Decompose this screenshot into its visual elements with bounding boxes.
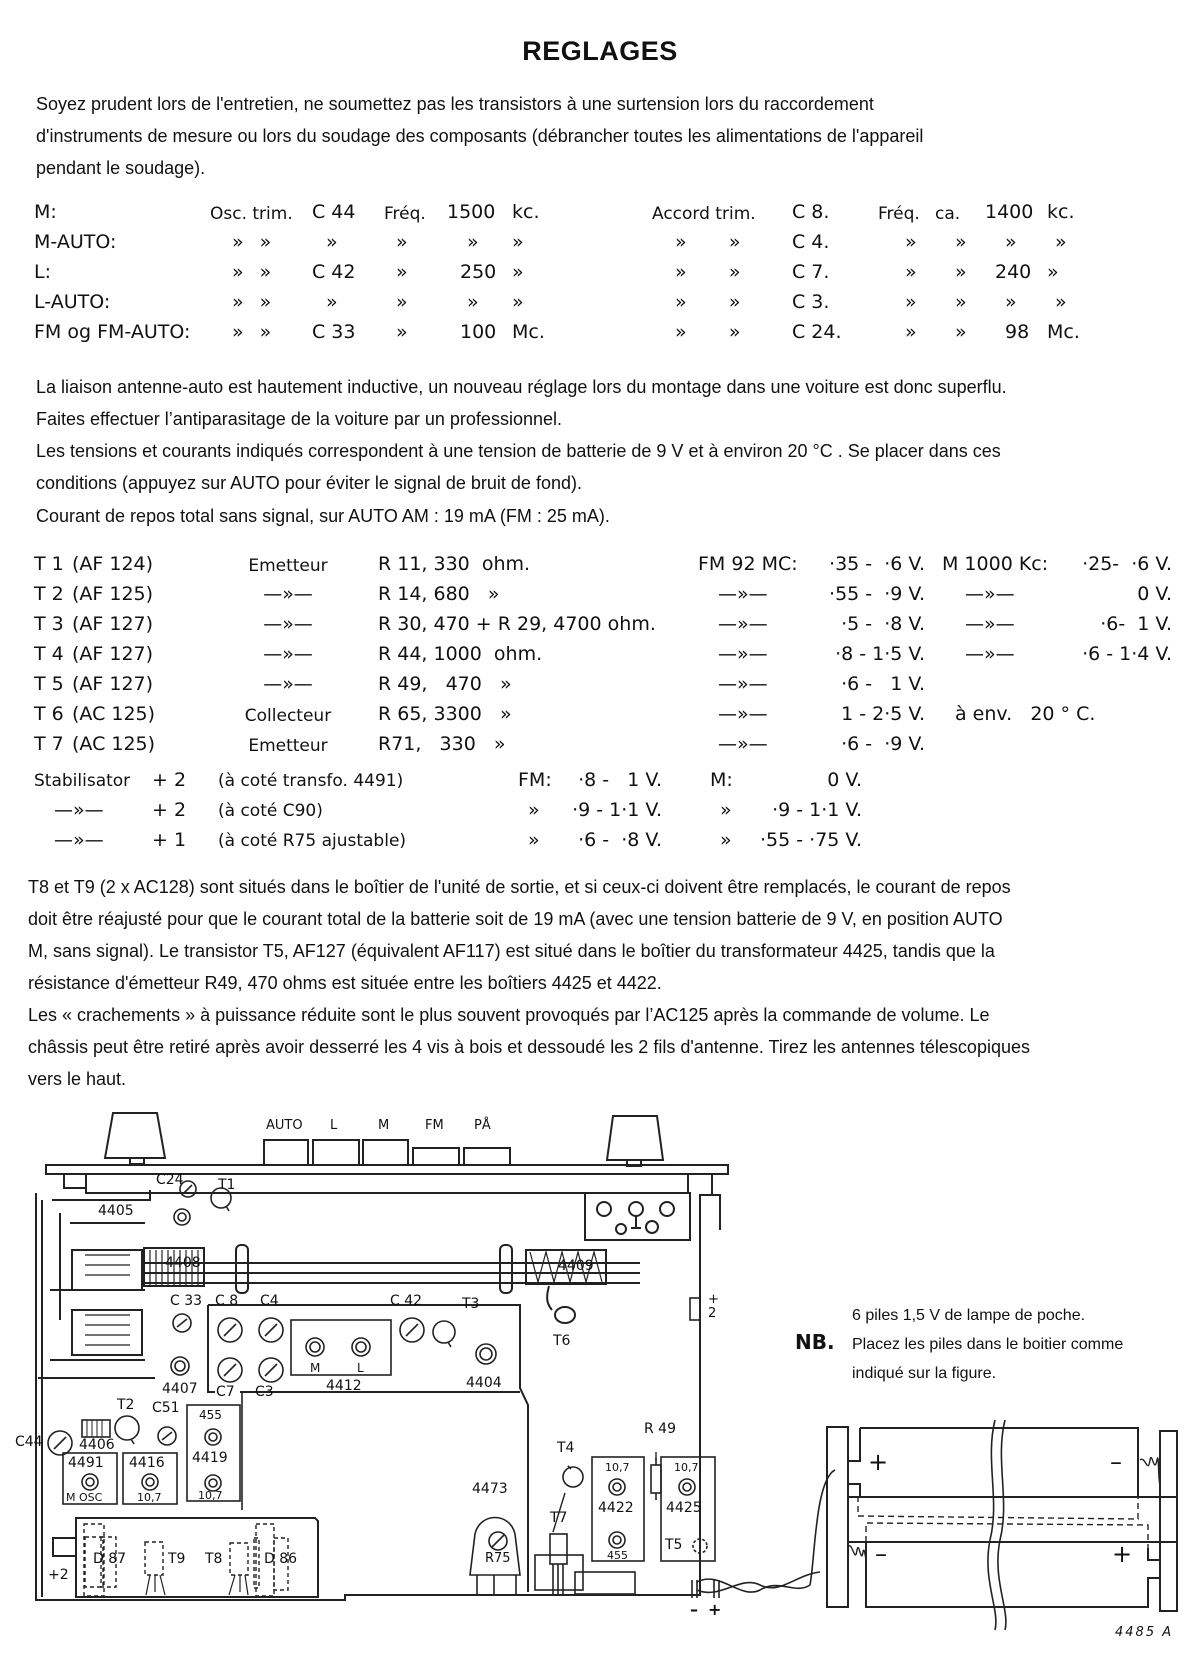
transistor-type: (AF 127) xyxy=(72,673,154,695)
body-line: doit être réajusté pour que le courant total de la batterie soit de 19 mA (avec une tension batterie de 9 V, en position AUTO xyxy=(28,909,1003,929)
fm-header: FM 92 MC: xyxy=(698,553,798,575)
m-label: » xyxy=(720,799,732,821)
accord-unit: » xyxy=(1055,291,1067,313)
label-m-osc: M OSC xyxy=(66,1491,103,1504)
note-line: La liaison antenne-auto est hautement inductive, un nouveau réglage lors du montage dans une voiture est donc superflu. xyxy=(36,377,1007,397)
label-c4: C4 xyxy=(260,1293,279,1309)
transistor-type: (AC 125) xyxy=(72,703,156,725)
transistor-type: (AF 127) xyxy=(72,643,154,665)
accord-trimmer: C 4. xyxy=(792,231,830,253)
accord-frequency: » xyxy=(1005,231,1017,253)
freq-label: » xyxy=(905,321,917,343)
transistor-id: T 1 xyxy=(34,553,64,575)
fm-voltage: ·35 - ·6 V. xyxy=(829,553,925,575)
body-line: T8 et T9 (2 x AC128) sont situés dans le boîtier de l'unité de sortie, et si ceux-ci doivent être remplacés, le courant de repos xyxy=(28,877,1011,897)
label-t7: T7 xyxy=(550,1510,568,1526)
osc-trim-label: » » xyxy=(232,231,272,253)
button-l[interactable]: L xyxy=(330,1118,338,1133)
label-r49: R 49 xyxy=(644,1421,676,1437)
label-4408: 4408 xyxy=(165,1255,201,1271)
resistor: R 44, 1000 ohm. xyxy=(378,643,543,665)
button-m[interactable]: M xyxy=(378,1118,390,1133)
fm-label: » xyxy=(528,829,540,851)
resistor: R 14, 680 » xyxy=(378,583,500,605)
osc-frequency: 250 xyxy=(460,261,497,283)
accord-frequency: » xyxy=(1005,291,1017,313)
band-label: L-AUTO: xyxy=(34,291,111,313)
m-label: M: xyxy=(710,769,733,791)
battery-minus-bottom: – xyxy=(875,1540,887,1568)
electrode: —»— xyxy=(263,583,313,605)
freq-label: » xyxy=(905,291,917,313)
ditto-mark: —»— xyxy=(718,643,768,665)
location-note: (à coté R75 ajustable) xyxy=(218,831,407,851)
resistor: R 30, 470 + R 29, 4700 ohm. xyxy=(378,613,656,635)
m-voltage: ·9 - 1·1 V. xyxy=(772,799,862,821)
ditto-mark: —»— xyxy=(718,703,768,725)
label-4473: 4473 xyxy=(472,1481,508,1497)
accord-trim-label: Accord trim. xyxy=(652,204,756,224)
fm-voltage: ·8 - 1·5 V. xyxy=(835,643,925,665)
accord-unit: kc. xyxy=(1047,201,1075,223)
freq-label: » xyxy=(396,321,408,343)
ditto-mark: —»— xyxy=(718,583,768,605)
label-c44: C44 xyxy=(15,1434,43,1450)
nb-line: 6 piles 1,5 V de lampe de poche. xyxy=(852,1307,1086,1324)
label-d86: D 86 xyxy=(264,1551,298,1567)
electrode: Emetteur xyxy=(248,736,328,756)
osc-unit: » xyxy=(512,291,524,313)
resistor: R 11, 330 ohm. xyxy=(378,553,531,575)
ditto-mark: —»— xyxy=(718,613,768,635)
intro-line: d'instruments de mesure ou lors du soudage des composants (débrancher toutes les alimentations de l'appareil xyxy=(36,126,924,146)
accord-frequency: 240 xyxy=(995,261,1032,283)
fm-label: » xyxy=(528,799,540,821)
body-line: châssis peut être retiré après avoir desserré les 4 vis à bois et dessoudé les 2 fils d'antenne. Tirez les antennes télescopiques xyxy=(28,1037,1030,1057)
osc-frequency: 100 xyxy=(460,321,497,343)
freq-label: Fréq. xyxy=(384,204,426,224)
approx-label: » xyxy=(955,291,967,313)
button-auto[interactable]: AUTO xyxy=(266,1118,303,1133)
label-4407: 4407 xyxy=(162,1381,198,1397)
accord-trimmer: C 8. xyxy=(792,201,830,223)
transistor-type: (AF 124) xyxy=(72,553,154,575)
label-c24: C24 xyxy=(156,1172,184,1188)
label-m: M xyxy=(310,1361,321,1375)
electrode: Emetteur xyxy=(248,556,328,576)
transistor-t6-icon xyxy=(555,1307,575,1323)
fm-voltage: 1 - 2·5 V. xyxy=(841,703,925,725)
freq-label: » xyxy=(396,291,408,313)
note-line: Les tensions et courants indiqués correspondent à une tension de batterie de 9 V et à environ 20 °C . Se placer dans ces xyxy=(36,441,1001,461)
freq-label: Fréq. xyxy=(878,204,920,224)
osc-unit: » xyxy=(512,231,524,253)
osc-trimmer: » xyxy=(326,231,338,253)
ditto-mark: —»— xyxy=(965,643,1015,665)
label-plus: + xyxy=(708,1292,719,1307)
label-4405: 4405 xyxy=(98,1203,134,1219)
label-4412: 4412 xyxy=(326,1378,362,1394)
accord-unit: Mc. xyxy=(1047,321,1080,343)
label-455: 455 xyxy=(607,1549,628,1562)
osc-trim-label: » » xyxy=(232,321,272,343)
osc-trimmer: C 42 xyxy=(312,261,356,283)
am-voltage: ·25- ·6 V. xyxy=(1082,553,1172,575)
am-voltage: ·6 - 1·4 V. xyxy=(1082,643,1172,665)
label-4425: 4425 xyxy=(666,1500,702,1516)
transistor-id: T 7 xyxy=(34,733,64,755)
approx-label: » xyxy=(955,261,967,283)
label-455: 455 xyxy=(199,1408,222,1422)
am-header: M 1000 Kc: xyxy=(942,553,1049,575)
freq-label: » xyxy=(396,231,408,253)
accord-trimmer: C 24. xyxy=(792,321,842,343)
m-label: » xyxy=(720,829,732,851)
fm-voltage: ·55 - ·9 V. xyxy=(829,583,925,605)
ditto-mark: —»— xyxy=(54,799,104,821)
label-10-7: 10,7 xyxy=(137,1491,162,1504)
freq-label: » xyxy=(905,231,917,253)
fm-voltage: ·6 - 1 V. xyxy=(841,673,925,695)
label-4404: 4404 xyxy=(466,1375,502,1391)
pin: + 1 xyxy=(152,829,187,851)
ditto-mark: —»— xyxy=(965,613,1015,635)
battery-plus-top: + xyxy=(868,1448,889,1476)
osc-trimmer: » xyxy=(326,291,338,313)
osc-frequency: 1500 xyxy=(447,201,496,223)
accord-trimmer: C 7. xyxy=(792,261,830,283)
osc-unit: Mc. xyxy=(512,321,545,343)
transistor-id: T 3 xyxy=(34,613,64,635)
location-note: (à coté C90) xyxy=(218,801,323,821)
label-10-7: 10,7 xyxy=(674,1461,699,1474)
osc-trimmer: C 44 xyxy=(312,201,356,223)
transistor-id: T 5 xyxy=(34,673,64,695)
label-plus-2: +2 xyxy=(48,1567,69,1583)
electrode: —»— xyxy=(263,613,313,635)
ditto-mark: —»— xyxy=(54,829,104,851)
label-4416: 4416 xyxy=(129,1455,165,1471)
pin: + 2 xyxy=(152,769,187,791)
label-t6: T6 xyxy=(553,1333,571,1349)
accord-frequency: 1400 xyxy=(985,201,1034,223)
transistor-id: T 4 xyxy=(34,643,64,665)
nb-line: indiqué sur la figure. xyxy=(852,1365,997,1382)
accord-trimmer: C 3. xyxy=(792,291,830,313)
electrode: —»— xyxy=(263,643,313,665)
freq-label: » xyxy=(396,261,408,283)
accord-trim-label: » » xyxy=(675,231,741,253)
page-title: REGLAGES xyxy=(522,36,678,66)
label-t2: T2 xyxy=(117,1397,135,1413)
approx-label: ca. xyxy=(935,204,961,224)
label-c51: C51 xyxy=(152,1400,180,1416)
resistor: R 65, 3300 » xyxy=(378,703,512,725)
label-4406: 4406 xyxy=(79,1437,115,1453)
band-label: L: xyxy=(34,261,51,283)
fm-voltage: ·6 - ·8 V. xyxy=(578,829,662,851)
label-minus: – xyxy=(690,1600,698,1619)
label-t5: T5 xyxy=(665,1537,683,1553)
electrode: Collecteur xyxy=(244,706,332,726)
ditto-mark: —»— xyxy=(718,673,768,695)
note-line: conditions (appuyez sur AUTO pour éviter le signal de bruit de fond). xyxy=(36,473,582,493)
osc-frequency: » xyxy=(467,291,479,313)
label-c7: C7 xyxy=(216,1384,235,1400)
button-fm[interactable]: FM xyxy=(425,1118,444,1133)
resistor: R71, 330 » xyxy=(378,733,506,755)
label-plus: + xyxy=(708,1600,722,1619)
freq-label: » xyxy=(905,261,917,283)
osc-trim-label: » » xyxy=(232,291,272,313)
osc-trim-label: » » xyxy=(232,261,272,283)
label-t1: T1 xyxy=(218,1177,236,1193)
body-line: résistance d'émetteur R49, 470 ohms est située entre les boîtiers 4425 et 4422. xyxy=(28,973,662,993)
label-l: L xyxy=(357,1361,364,1375)
osc-trim-label: Osc. trim. xyxy=(210,204,293,224)
osc-unit: kc. xyxy=(512,201,540,223)
band-label: M: xyxy=(34,201,57,223)
approx-label: » xyxy=(955,231,967,253)
label-d87: D 87 xyxy=(93,1551,127,1567)
nb-tag: NB. xyxy=(795,1330,835,1354)
fm-voltage: ·8 - 1 V. xyxy=(578,769,662,791)
transistor-type: (AF 125) xyxy=(72,583,154,605)
am-voltage: ·6- 1 V. xyxy=(1100,613,1172,635)
label-2: 2 xyxy=(708,1306,717,1321)
label-t3: T3 xyxy=(462,1296,480,1312)
label-c42: C 42 xyxy=(390,1293,423,1309)
battery-minus-top: – xyxy=(1110,1448,1122,1476)
ditto-mark: —»— xyxy=(965,583,1015,605)
label-4409: 4409 xyxy=(558,1258,594,1274)
transistor-type: (AF 127) xyxy=(72,613,154,635)
label-r75: R75 xyxy=(485,1551,511,1566)
band-label: FM og FM-AUTO: xyxy=(34,321,191,343)
m-voltage: ·55 - ·75 V. xyxy=(760,829,862,851)
nb-line: Placez les piles dans le boitier comme xyxy=(852,1336,1124,1353)
label-t4: T4 xyxy=(557,1440,575,1456)
fm-voltage: ·5 - ·8 V. xyxy=(841,613,925,635)
body-line: vers le haut. xyxy=(28,1069,127,1089)
label-t9: T9 xyxy=(168,1551,186,1567)
note-line: Faites effectuer l’antiparasitage de la voiture par un professionnel. xyxy=(36,409,562,429)
temperature-note: à env. 20 ° C. xyxy=(955,703,1096,725)
label-4419: 4419 xyxy=(192,1450,228,1466)
body-line: M, sans signal). Le transistor T5, AF127 (équivalent AF117) est situé dans le boîtier du transformateur 4425, tandis que la xyxy=(28,941,995,961)
label-10-7: 10,7 xyxy=(198,1489,223,1502)
accord-trim-label: » » xyxy=(675,291,741,313)
accord-trim-label: » » xyxy=(675,261,741,283)
battery-plus-bottom: + xyxy=(1112,1540,1133,1568)
button-power[interactable]: PÅ xyxy=(474,1118,491,1133)
label-c33: C 33 xyxy=(170,1293,203,1309)
body-line: Les « crachements » à puissance réduite sont le plus souvent provoqués par l’AC125 après la commande de volume. Le xyxy=(28,1005,990,1025)
resistor: R 49, 470 » xyxy=(378,673,512,695)
note-line: Courant de repos total sans signal, sur AUTO AM : 19 mA (FM : 25 mA). xyxy=(36,506,610,526)
accord-frequency: 98 xyxy=(1005,321,1030,343)
accord-unit: » xyxy=(1047,261,1059,283)
pin: + 2 xyxy=(152,799,187,821)
accord-unit: » xyxy=(1055,231,1067,253)
transistor-type: (AC 125) xyxy=(72,733,156,755)
label-4422: 4422 xyxy=(598,1500,634,1516)
intro-line: Soyez prudent lors de l'entretien, ne soumettez pas les transistors à une surtension lors du raccordement xyxy=(36,94,874,114)
label-c3: C3 xyxy=(255,1384,274,1400)
right-knob-icon xyxy=(607,1116,663,1166)
osc-trimmer: C 33 xyxy=(312,321,356,343)
accord-trim-label: » » xyxy=(675,321,741,343)
label-4491: 4491 xyxy=(68,1455,104,1471)
transistor-id: T 2 xyxy=(34,583,64,605)
label-c8: C 8 xyxy=(215,1293,239,1309)
fm-label: FM: xyxy=(518,769,552,791)
electrode: —»— xyxy=(263,673,313,695)
m-voltage: 0 V. xyxy=(827,769,862,791)
osc-frequency: » xyxy=(467,231,479,253)
location-note: (à coté transfo. 4491) xyxy=(218,771,404,791)
left-knob-icon xyxy=(105,1113,165,1164)
band-label: M-AUTO: xyxy=(34,231,117,253)
approx-label: » xyxy=(955,321,967,343)
osc-unit: » xyxy=(512,261,524,283)
stabilisator-label: Stabilisator xyxy=(34,771,131,791)
ditto-mark: —»— xyxy=(718,733,768,755)
fm-voltage: ·9 - 1·1 V. xyxy=(572,799,662,821)
transistor-id: T 6 xyxy=(34,703,64,725)
figure-reference: 4485 A xyxy=(1115,1625,1174,1640)
label-t8: T8 xyxy=(205,1551,223,1567)
intro-line: pendant le soudage). xyxy=(36,158,206,178)
fm-voltage: ·6 - ·9 V. xyxy=(841,733,925,755)
push-buttons xyxy=(264,1140,510,1165)
label-10-7: 10,7 xyxy=(605,1461,630,1474)
am-voltage: 0 V. xyxy=(1137,583,1172,605)
